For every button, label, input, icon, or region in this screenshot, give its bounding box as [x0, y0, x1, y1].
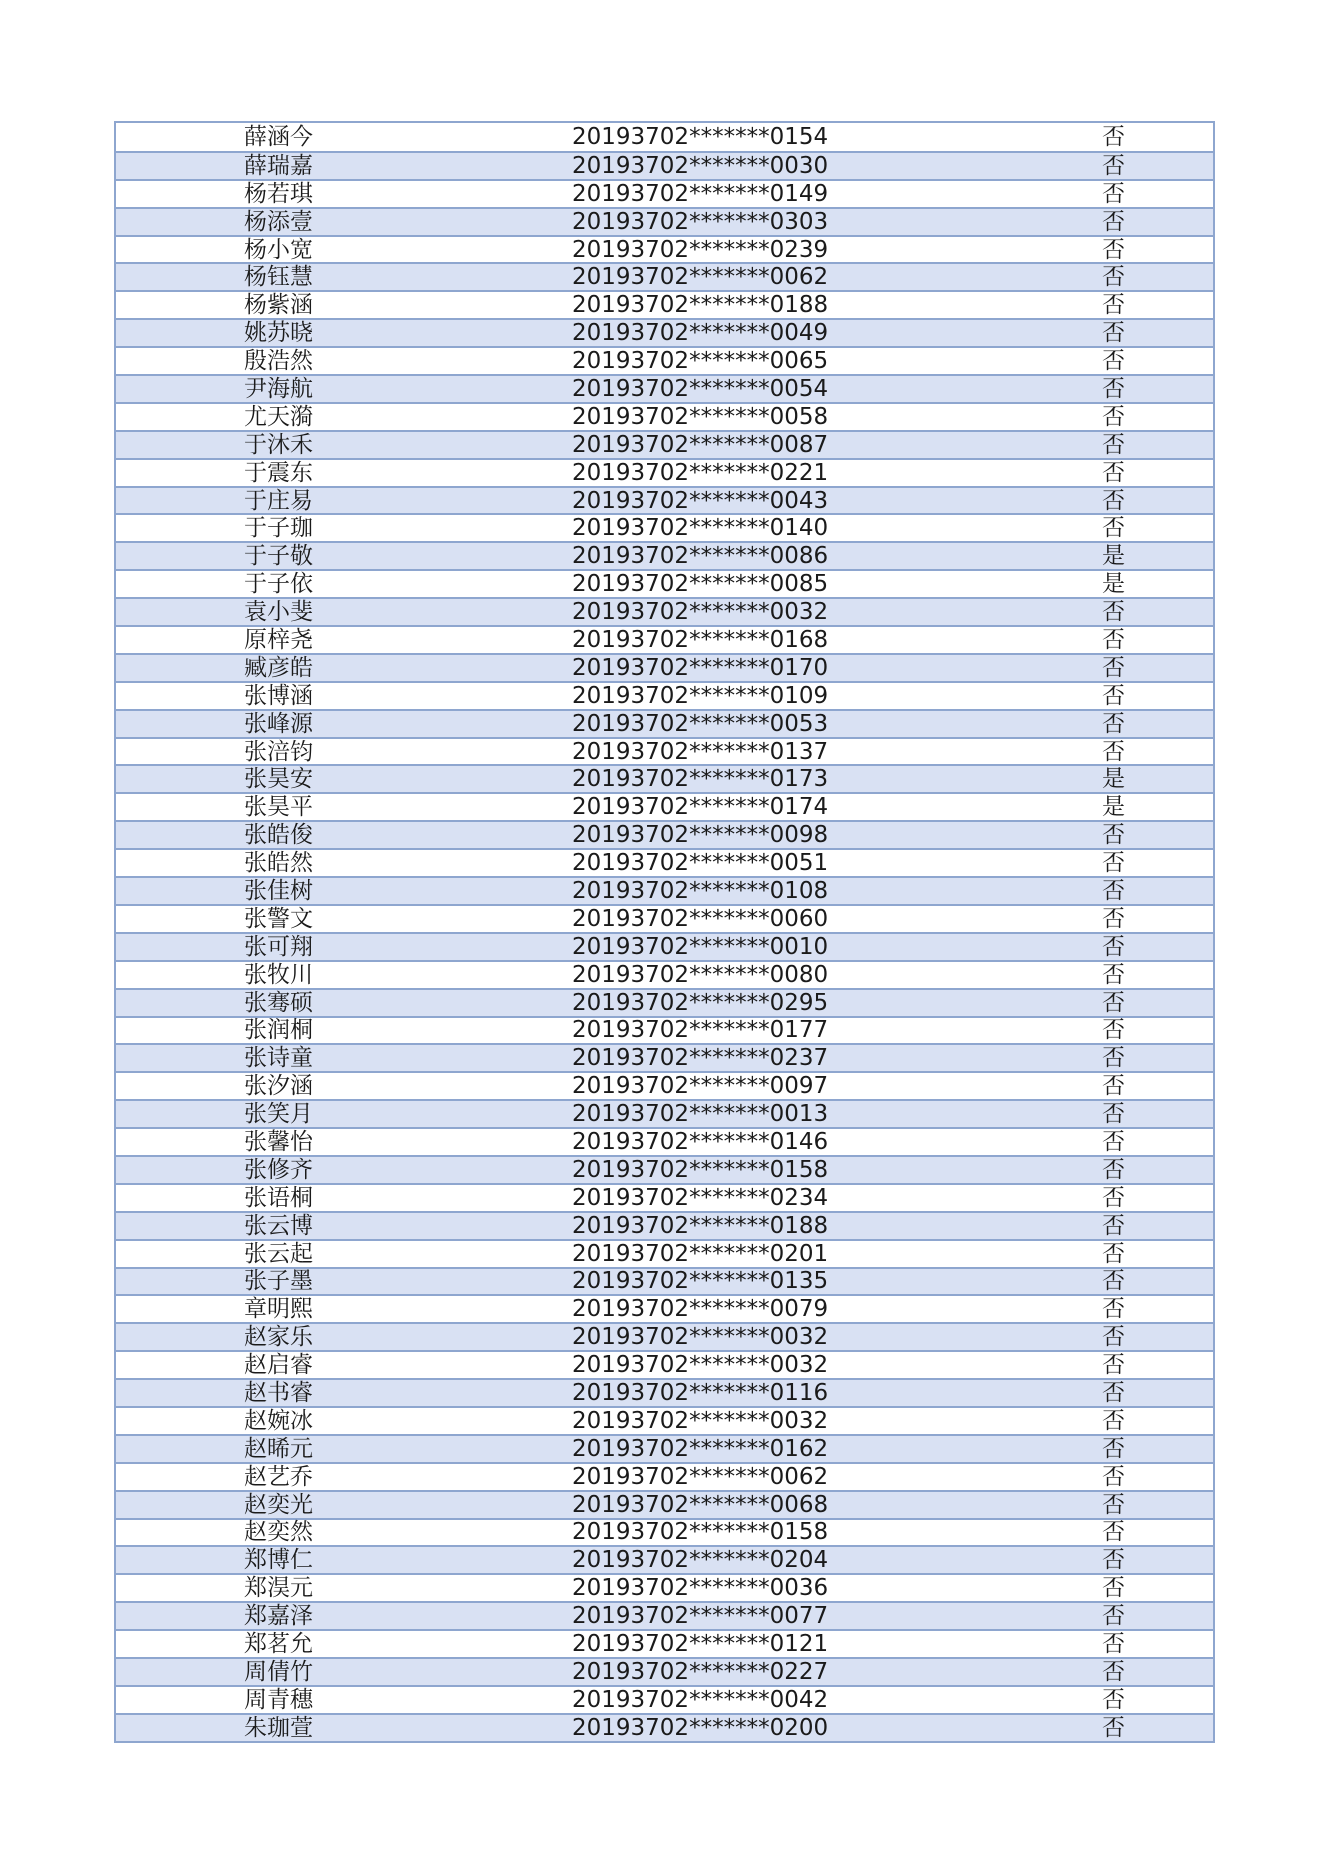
student-name-cell: 原梓尧	[244, 626, 313, 653]
student-id-cell: 20193702*******0049	[572, 320, 829, 347]
status-flag-cell: 否	[1102, 878, 1125, 904]
table-row	[116, 179, 1213, 207]
table-row	[116, 290, 1213, 318]
student-name-cell: 于沐禾	[244, 431, 313, 458]
status-flag-cell: 否	[1102, 264, 1125, 291]
status-flag-cell: 否	[1102, 1212, 1125, 1239]
table-row	[116, 1657, 1213, 1685]
student-name-cell: 袁小斐	[244, 599, 313, 626]
student-name-cell: 张皓然	[244, 850, 313, 877]
student-name-cell: 张博涵	[244, 682, 313, 709]
status-flag-cell: 否	[1102, 1240, 1125, 1267]
table-row	[116, 737, 1213, 765]
status-flag-cell: 否	[1102, 1491, 1125, 1518]
table-row	[116, 1239, 1213, 1267]
student-name-cell: 郑嘉泽	[244, 1603, 313, 1630]
table-row	[116, 402, 1213, 430]
student-name-cell: 赵书睿	[244, 1380, 313, 1407]
status-flag-cell: 否	[1102, 1380, 1125, 1407]
table-row	[116, 1155, 1213, 1183]
status-flag-cell: 否	[1102, 1156, 1125, 1183]
student-name-cell: 于子珈	[244, 515, 313, 542]
status-flag-cell: 否	[1102, 1547, 1125, 1574]
student-id-cell: 20193702*******0146	[572, 1129, 829, 1156]
student-name-cell: 赵家乐	[244, 1324, 313, 1351]
table-row	[116, 1099, 1213, 1127]
student-name-cell: 周青穗	[244, 1686, 313, 1713]
table-row	[116, 151, 1213, 179]
status-flag-cell: 否	[1102, 1129, 1125, 1156]
student-name-cell: 朱珈萱	[244, 1714, 313, 1741]
table-row	[116, 1016, 1213, 1044]
student-id-cell: 20193702*******0177	[572, 1017, 829, 1044]
table-row	[116, 1406, 1213, 1434]
status-flag-cell: 否	[1102, 320, 1125, 347]
student-id-cell: 20193702*******0121	[572, 1631, 829, 1658]
status-flag-cell: 否	[1102, 682, 1125, 709]
student-name-cell: 郑博仁	[244, 1547, 313, 1574]
student-id-cell: 20193702*******0036	[572, 1575, 829, 1602]
student-id-cell: 20193702*******0032	[572, 599, 829, 626]
status-flag-cell: 否	[1102, 1045, 1125, 1072]
status-flag-cell: 否	[1102, 487, 1125, 514]
student-id-cell: 20193702*******0149	[572, 180, 829, 207]
table-row	[116, 1294, 1213, 1322]
student-name-cell: 臧彦皓	[244, 654, 313, 681]
student-name-cell: 赵艺乔	[244, 1463, 313, 1490]
student-name-cell: 周倩竹	[244, 1658, 313, 1685]
table-row	[116, 681, 1213, 709]
student-name-cell: 张昊安	[244, 766, 313, 793]
student-name-cell: 张子墨	[244, 1268, 313, 1295]
status-flag-cell: 否	[1102, 123, 1125, 150]
status-flag-cell: 否	[1102, 375, 1125, 402]
student-name-cell: 张峰源	[244, 710, 313, 737]
student-id-cell: 20193702*******0158	[572, 1519, 829, 1546]
student-id-cell: 20193702*******0054	[572, 375, 829, 402]
student-name-cell: 章明熙	[244, 1296, 313, 1323]
student-name-cell: 张诗童	[244, 1045, 313, 1072]
student-id-cell: 20193702*******0053	[572, 710, 829, 737]
status-flag-cell: 否	[1102, 905, 1125, 932]
student-id-cell: 20193702*******0116	[572, 1380, 829, 1407]
student-id-cell: 20193702*******0154	[572, 123, 829, 150]
student-name-cell: 郑茗允	[244, 1631, 313, 1658]
student-name-cell: 郑淏元	[244, 1575, 313, 1602]
student-id-cell: 20193702*******0010	[572, 933, 829, 960]
status-flag-cell: 否	[1102, 1407, 1125, 1434]
student-id-cell: 20193702*******0140	[572, 515, 829, 542]
student-name-cell: 赵晞元	[244, 1435, 313, 1462]
student-name-cell: 姚苏晓	[244, 320, 313, 347]
student-id-cell: 20193702*******0062	[572, 1463, 829, 1490]
status-flag-cell: 否	[1102, 1324, 1125, 1351]
table-row	[116, 1322, 1213, 1350]
table-row	[116, 1071, 1213, 1099]
student-name-cell: 于震东	[244, 459, 313, 486]
status-flag-cell: 否	[1102, 1435, 1125, 1462]
student-id-cell: 20193702*******0200	[572, 1714, 829, 1741]
status-flag-cell: 否	[1102, 1296, 1125, 1323]
student-id-cell: 20193702*******0173	[572, 766, 829, 793]
table-row	[116, 1713, 1213, 1741]
status-flag-cell: 否	[1102, 1184, 1125, 1211]
status-flag-cell: 否	[1102, 515, 1125, 542]
student-id-cell: 20193702*******0158	[572, 1156, 829, 1183]
table-row	[116, 569, 1213, 597]
table-row	[116, 1183, 1213, 1211]
status-flag-cell: 否	[1102, 822, 1125, 849]
student-name-cell: 杨小宽	[244, 236, 313, 263]
table-row	[116, 904, 1213, 932]
student-name-cell: 尤天漪	[244, 403, 313, 430]
table-row	[116, 1127, 1213, 1155]
table-row	[116, 318, 1213, 346]
table-row	[116, 262, 1213, 290]
status-flag-cell: 否	[1102, 348, 1125, 375]
table-row	[116, 653, 1213, 681]
student-id-cell: 20193702*******0295	[572, 989, 829, 1016]
student-id-cell: 20193702*******0234	[572, 1184, 829, 1211]
student-id-cell: 20193702*******0201	[572, 1240, 829, 1267]
student-id-cell: 20193702*******0174	[572, 794, 829, 821]
student-id-cell: 20193702*******0108	[572, 878, 829, 904]
student-id-cell: 20193702*******0032	[572, 1352, 829, 1379]
table-row	[116, 458, 1213, 486]
table-row	[116, 1462, 1213, 1490]
status-flag-cell: 否	[1102, 1352, 1125, 1379]
status-flag-cell: 否	[1102, 1631, 1125, 1658]
student-name-cell: 张馨怡	[244, 1129, 313, 1156]
student-name-cell: 张皓俊	[244, 822, 313, 849]
student-name-cell: 张云起	[244, 1240, 313, 1267]
table-row	[116, 430, 1213, 458]
table-row	[116, 235, 1213, 263]
table-row	[116, 486, 1213, 514]
status-flag-cell: 是	[1102, 794, 1125, 821]
student-id-cell: 20193702*******0098	[572, 822, 829, 849]
status-flag-cell: 否	[1102, 1073, 1125, 1100]
student-id-cell: 20193702*******0085	[572, 571, 829, 598]
status-flag-cell: 否	[1102, 236, 1125, 263]
student-name-cell: 杨添壹	[244, 208, 313, 235]
student-id-cell: 20193702*******0068	[572, 1491, 829, 1518]
student-name-cell: 殷浩然	[244, 348, 313, 375]
student-id-cell: 20193702*******0032	[572, 1407, 829, 1434]
student-id-cell: 20193702*******0062	[572, 264, 829, 291]
status-flag-cell: 否	[1102, 1658, 1125, 1685]
status-flag-cell: 否	[1102, 1714, 1125, 1741]
student-id-cell: 20193702*******0237	[572, 1045, 829, 1072]
student-id-cell: 20193702*******0077	[572, 1603, 829, 1630]
student-name-cell: 尹海航	[244, 375, 313, 402]
student-id-cell: 20193702*******0135	[572, 1268, 829, 1295]
table-row	[116, 1573, 1213, 1601]
student-id-cell: 20193702*******0051	[572, 850, 829, 877]
table-row	[116, 1518, 1213, 1546]
student-name-cell: 于子依	[244, 571, 313, 598]
table-row	[116, 123, 1213, 151]
student-id-cell: 20193702*******0043	[572, 487, 829, 514]
student-id-cell: 20193702*******0109	[572, 682, 829, 709]
student-id-cell: 20193702*******0303	[572, 208, 829, 235]
table-row	[116, 1490, 1213, 1518]
table-row	[116, 820, 1213, 848]
student-id-cell: 20193702*******0227	[572, 1658, 829, 1685]
student-id-cell: 20193702*******0170	[572, 654, 829, 681]
status-flag-cell: 否	[1102, 1017, 1125, 1044]
table-row	[116, 374, 1213, 402]
student-name-cell: 张语桐	[244, 1184, 313, 1211]
student-id-cell: 20193702*******0188	[572, 1212, 829, 1239]
student-id-cell: 20193702*******0079	[572, 1296, 829, 1323]
student-name-cell: 薛涵今	[244, 123, 313, 150]
student-id-cell: 20193702*******0013	[572, 1101, 829, 1128]
status-flag-cell: 否	[1102, 1603, 1125, 1630]
student-name-cell: 杨钰慧	[244, 264, 313, 291]
status-flag-cell: 否	[1102, 989, 1125, 1016]
student-name-cell: 张涪钧	[244, 738, 313, 765]
student-name-cell: 张牧川	[244, 961, 313, 988]
table-row	[116, 988, 1213, 1016]
status-flag-cell: 否	[1102, 738, 1125, 765]
table-row	[116, 876, 1213, 904]
student-name-cell: 赵婉冰	[244, 1407, 313, 1434]
table-row	[116, 346, 1213, 374]
student-id-cell: 20193702*******0060	[572, 905, 829, 932]
table-row	[116, 1043, 1213, 1071]
student-name-cell: 张警文	[244, 905, 313, 932]
student-id-cell: 20193702*******0137	[572, 738, 829, 765]
student-id-cell: 20193702*******0058	[572, 403, 829, 430]
student-name-cell: 于庄易	[244, 487, 313, 514]
status-flag-cell: 否	[1102, 403, 1125, 430]
status-flag-cell: 否	[1102, 961, 1125, 988]
status-flag-cell: 是	[1102, 543, 1125, 570]
student-id-cell: 20193702*******0097	[572, 1073, 829, 1100]
student-id-cell: 20193702*******0168	[572, 626, 829, 653]
table-row	[116, 1350, 1213, 1378]
student-name-cell: 赵奕然	[244, 1519, 313, 1546]
student-id-cell: 20193702*******0065	[572, 348, 829, 375]
student-name-cell: 张骞硕	[244, 989, 313, 1016]
table-row	[116, 1629, 1213, 1657]
student-name-cell: 赵启睿	[244, 1352, 313, 1379]
student-name-cell: 张可翔	[244, 933, 313, 960]
status-flag-cell: 否	[1102, 152, 1125, 179]
table-row	[116, 541, 1213, 569]
table-row	[116, 709, 1213, 737]
student-name-cell: 张修齐	[244, 1156, 313, 1183]
status-flag-cell: 否	[1102, 1463, 1125, 1490]
status-flag-cell: 否	[1102, 1101, 1125, 1128]
student-id-cell: 20193702*******0030	[572, 152, 829, 179]
student-name-cell: 薛瑞嘉	[244, 152, 313, 179]
status-flag-cell: 否	[1102, 1686, 1125, 1713]
table-row	[116, 960, 1213, 988]
student-name-cell: 张笑月	[244, 1101, 313, 1128]
student-name-cell: 于子敬	[244, 543, 313, 570]
student-id-cell: 20193702*******0086	[572, 543, 829, 570]
status-flag-cell: 否	[1102, 599, 1125, 626]
table-row	[116, 848, 1213, 876]
student-id-cell: 20193702*******0042	[572, 1686, 829, 1713]
status-flag-cell: 否	[1102, 1575, 1125, 1602]
student-table	[114, 121, 1215, 1743]
student-id-cell: 20193702*******0162	[572, 1435, 829, 1462]
student-id-cell: 20193702*******0080	[572, 961, 829, 988]
status-flag-cell: 是	[1102, 571, 1125, 598]
status-flag-cell: 否	[1102, 626, 1125, 653]
student-id-cell: 20193702*******0087	[572, 431, 829, 458]
table-row	[116, 932, 1213, 960]
student-name-cell: 赵奕光	[244, 1491, 313, 1518]
student-id-cell: 20193702*******0239	[572, 236, 829, 263]
student-name-cell: 杨若琪	[244, 180, 313, 207]
table-row	[116, 764, 1213, 792]
student-id-cell: 20193702*******0032	[572, 1324, 829, 1351]
student-name-cell: 张云博	[244, 1212, 313, 1239]
table-row	[116, 1601, 1213, 1629]
student-name-cell: 张汐涵	[244, 1073, 313, 1100]
status-flag-cell: 否	[1102, 292, 1125, 319]
status-flag-cell: 否	[1102, 1268, 1125, 1295]
status-flag-cell: 是	[1102, 766, 1125, 793]
student-name-cell: 张佳树	[244, 878, 313, 904]
table-row	[116, 1685, 1213, 1713]
student-name-cell: 张昊平	[244, 794, 313, 821]
status-flag-cell: 否	[1102, 710, 1125, 737]
table-row	[116, 1267, 1213, 1295]
student-id-cell: 20193702*******0221	[572, 459, 829, 486]
status-flag-cell: 否	[1102, 933, 1125, 960]
table-row	[116, 1434, 1213, 1462]
status-flag-cell: 否	[1102, 654, 1125, 681]
table-row	[116, 625, 1213, 653]
status-flag-cell: 否	[1102, 850, 1125, 877]
table-row	[116, 1545, 1213, 1573]
status-flag-cell: 否	[1102, 208, 1125, 235]
student-name-cell: 杨紫涵	[244, 292, 313, 319]
table-row	[116, 1378, 1213, 1406]
student-name-cell: 张润桐	[244, 1017, 313, 1044]
student-id-cell: 20193702*******0204	[572, 1547, 829, 1574]
table-row	[116, 207, 1213, 235]
status-flag-cell: 否	[1102, 1519, 1125, 1546]
table-row	[116, 1211, 1213, 1239]
status-flag-cell: 否	[1102, 431, 1125, 458]
table-row	[116, 597, 1213, 625]
status-flag-cell: 否	[1102, 180, 1125, 207]
student-id-cell: 20193702*******0188	[572, 292, 829, 319]
table-row	[116, 513, 1213, 541]
table-row	[116, 792, 1213, 820]
status-flag-cell: 否	[1102, 459, 1125, 486]
